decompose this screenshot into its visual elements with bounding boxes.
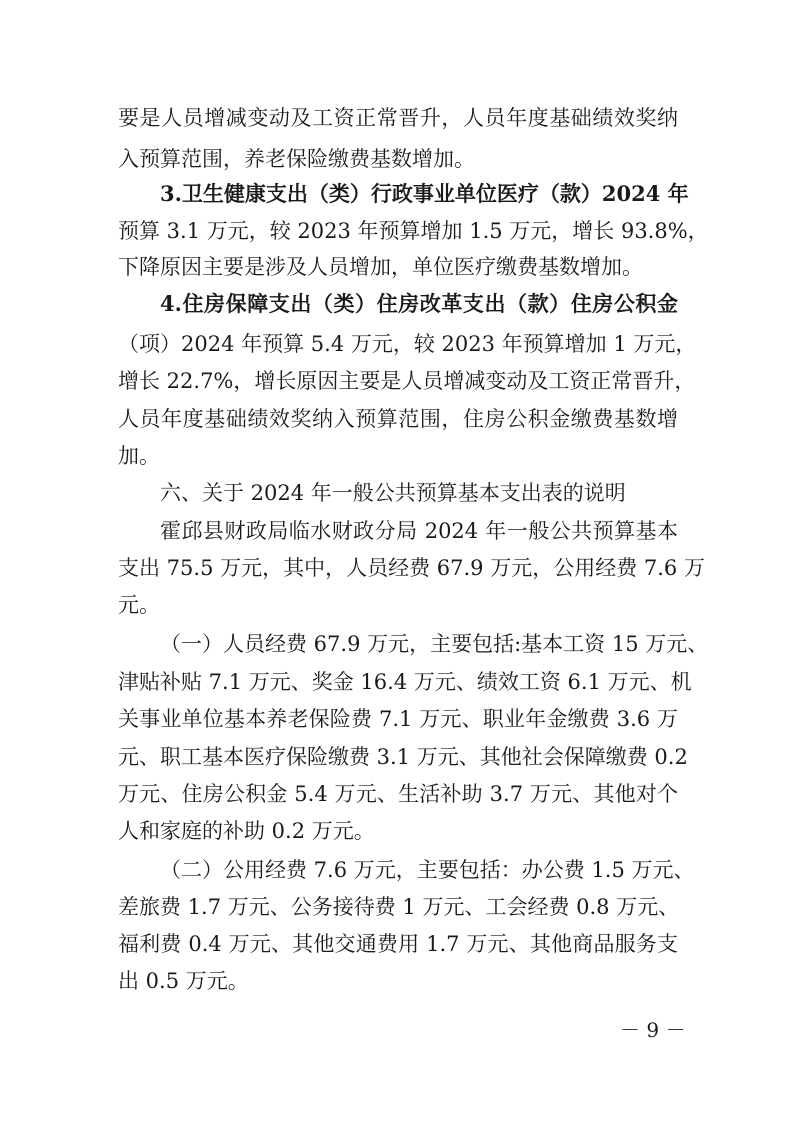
- text-line: 支出 75.5 万元，其中，人员经费 67.9 万元，公用经费 7.6 万: [118, 556, 705, 580]
- text-line: 加。: [118, 444, 160, 468]
- text-line: （一）人员经费 67.9 万元，主要包括:基本工资 15 万元、: [160, 632, 709, 656]
- section-heading-housing: 4.住房保障支出（类）住房改革支出（款）住房公积金: [160, 291, 678, 316]
- text-line: 增长 22.7%，增长原因主要是人员增减变动及工资正常晋升，: [118, 369, 696, 393]
- text-line: 津贴补贴 7.1 万元、奖金 16.4 万元、绩效工资 6.1 万元、机: [118, 670, 692, 694]
- text-line: 出 0.5 万元。: [118, 969, 249, 993]
- text-line: 要是人员增减变动及工资正常晋升，人员年度基础绩效奖纳: [118, 106, 678, 130]
- page-number: － 9 －: [620, 1018, 686, 1042]
- text-line: 人员年度基础绩效奖纳入预算范围，住房公积金缴费基数增: [118, 407, 678, 431]
- text-line: （项）2024 年预算 5.4 万元，较 2023 年预算增加 1 万元，: [118, 332, 697, 356]
- text-line: 元、职工基本医疗保险缴费 3.1 万元、其他社会保障缴费 0.2: [118, 745, 688, 769]
- text-line: 福利费 0.4 万元、其他交通费用 1.7 万元、其他商品服务支: [118, 932, 678, 956]
- text-line: （二）公用经费 7.6 万元，主要包括：办公费 1.5 万元、: [160, 858, 695, 882]
- section-heading-six: 六、关于 2024 年一般公共预算基本支出表的说明: [160, 481, 626, 505]
- text-line: 下降原因主要是涉及人员增加，单位医疗缴费基数增加。: [118, 255, 643, 279]
- text-line: 关事业单位基本养老保险费 7.1 万元、职业年金缴费 3.6 万: [118, 707, 678, 731]
- text-line: 元。: [118, 593, 160, 617]
- text-line: 差旅费 1.7 万元、公务接待费 1 万元、工会经费 0.8 万元、: [118, 895, 680, 919]
- section-heading-health: 3.卫生健康支出（类）行政事业单位医疗（款）2024 年: [160, 181, 689, 206]
- text-line: 入预算范围，养老保险缴费基数增加。: [118, 147, 475, 171]
- text-line: 霍邱县财政局临水财政分局 2024 年一般公共预算基本: [160, 519, 678, 543]
- text-line: 预算 3.1 万元，较 2023 年预算增加 1.5 万元，增长 93.8%，: [118, 219, 709, 243]
- text-line: 万元、住房公积金 5.4 万元、生活补助 3.7 万元、其他对个: [118, 782, 678, 806]
- text-line: 人和家庭的补助 0.2 万元。: [118, 819, 375, 843]
